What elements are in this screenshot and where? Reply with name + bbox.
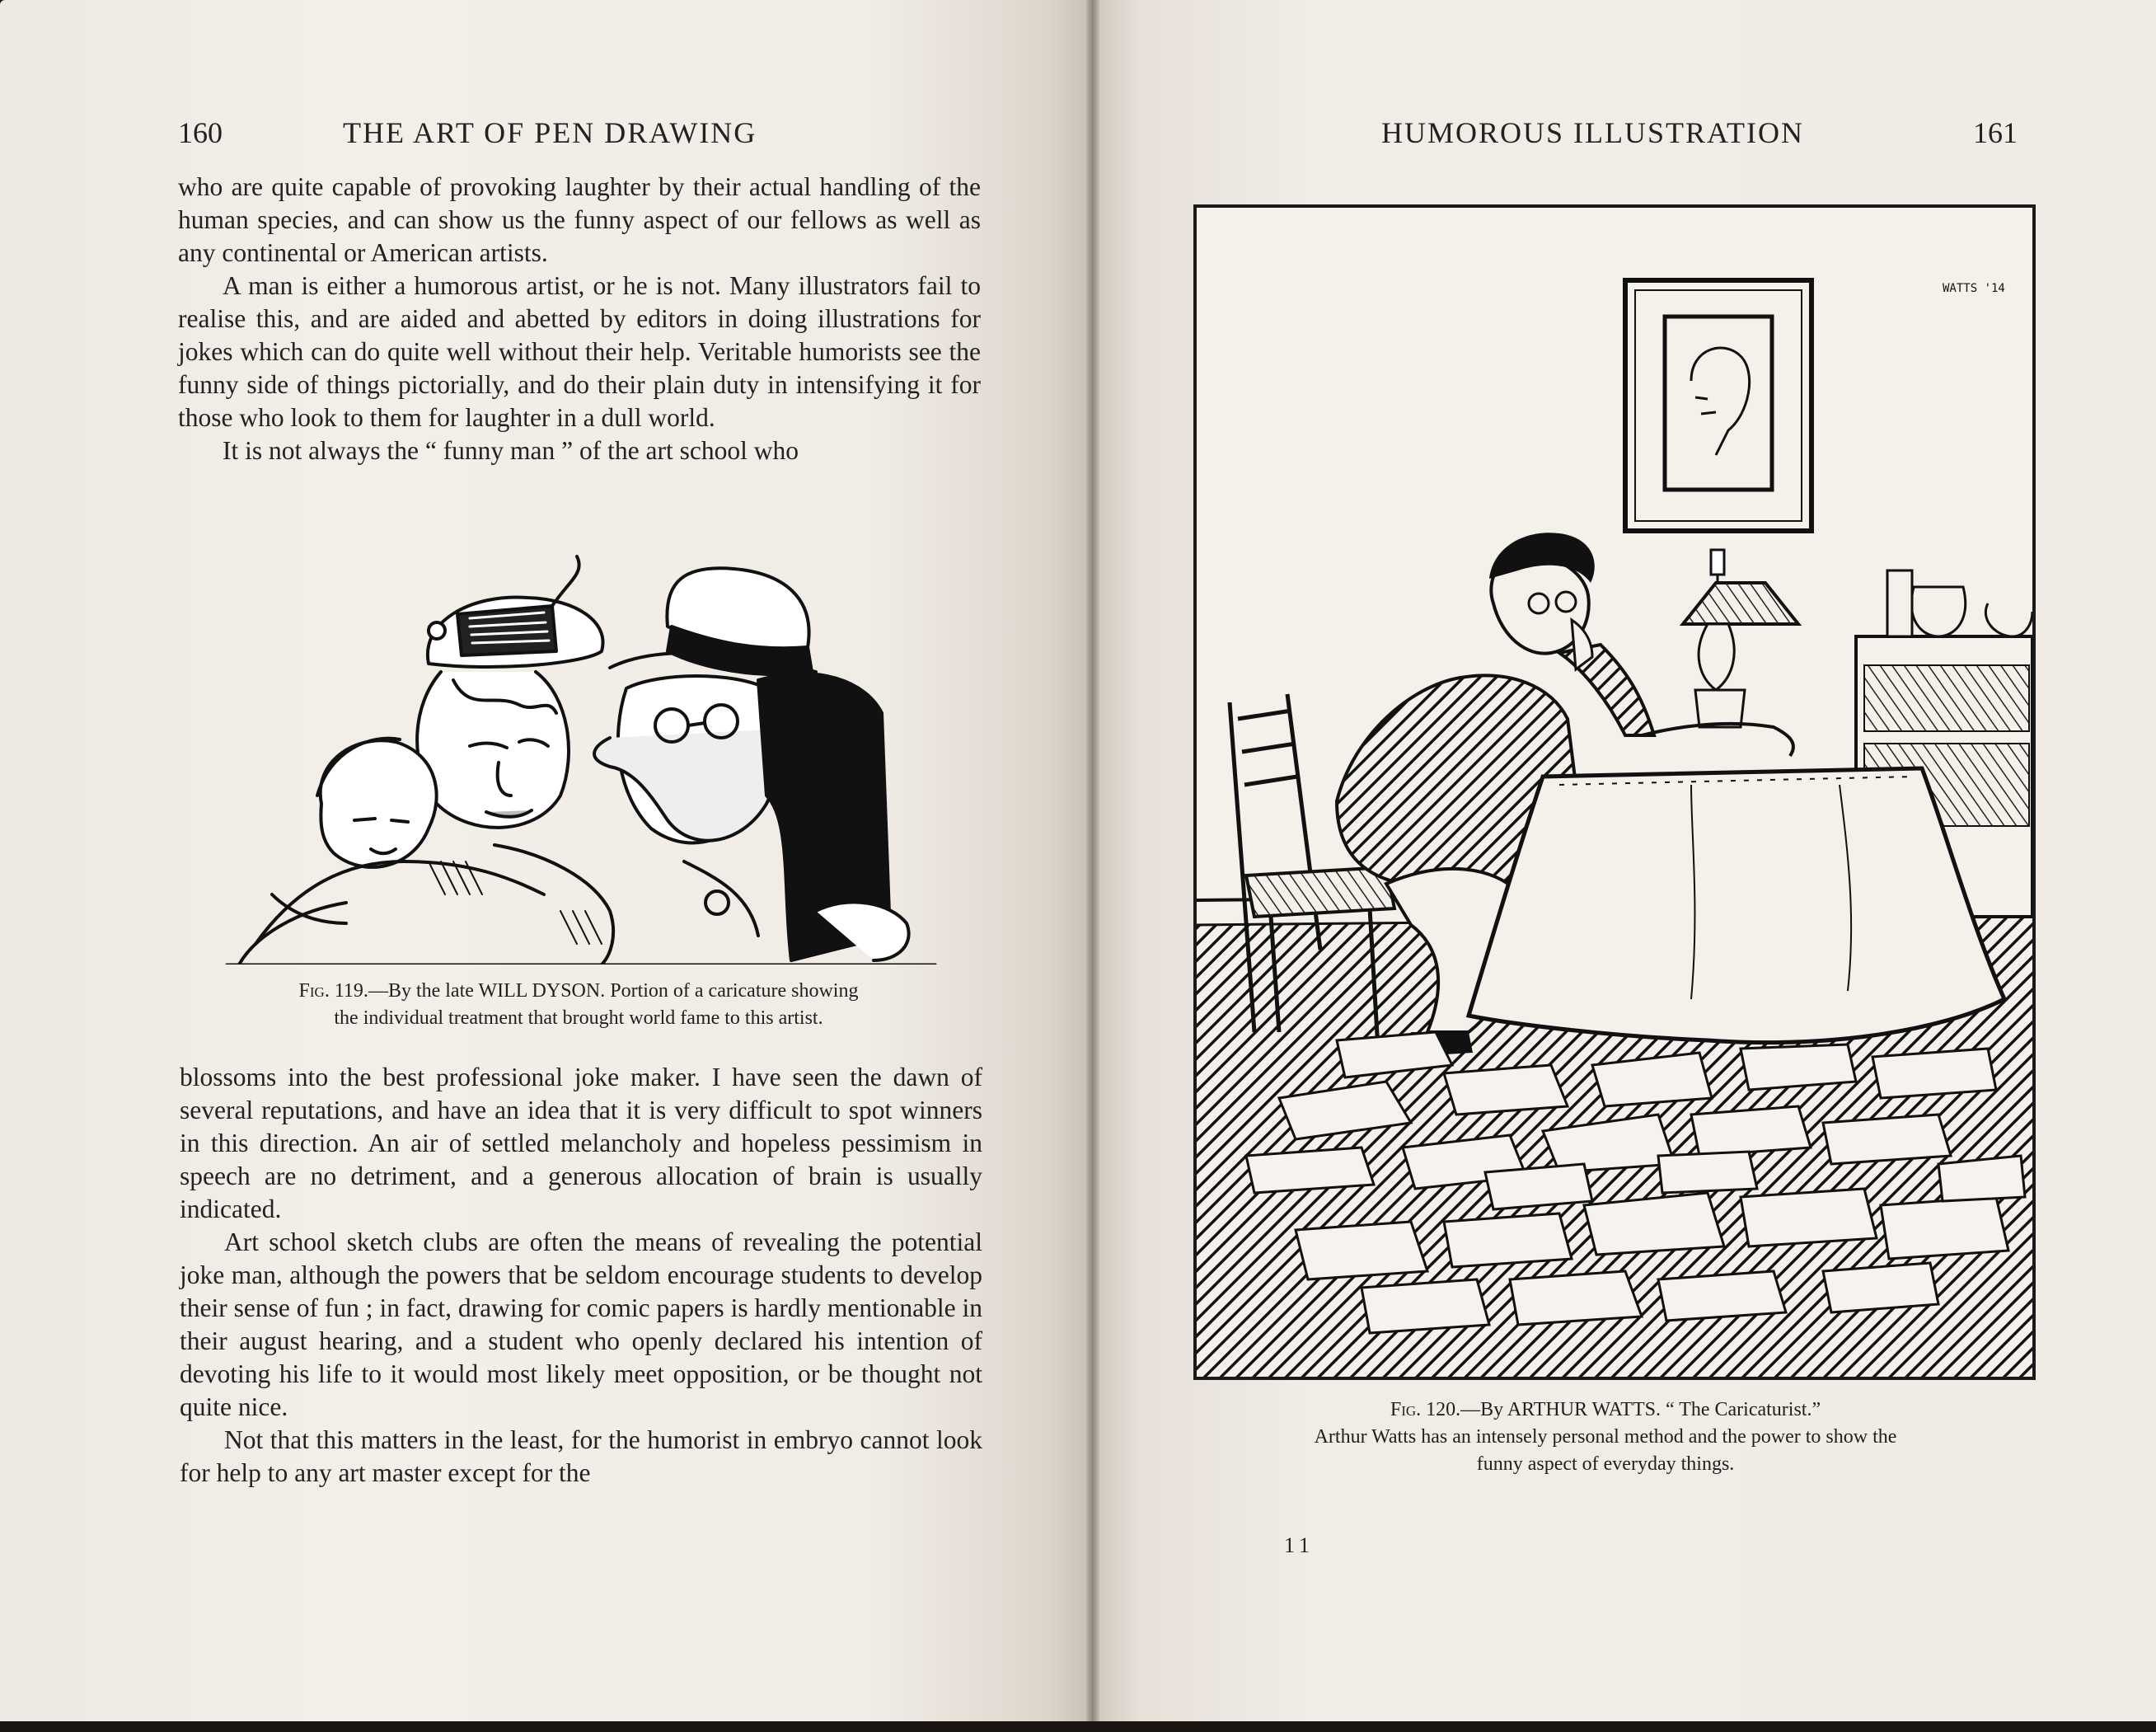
left-text-top	[178, 171, 981, 467]
paragraph: A man is either a humorous artist, or he is not. Many illustrators fail to realise this, and are aided and abetted by editors in doing illustrations for jokes which can do quite well without their help. Veritable humorists see the funny side of things pictorially, and do their plain duty in intensifying it for those who look to them for laughter in a dull world.	[178, 271, 981, 432]
figure-119-caption	[216, 978, 941, 1032]
figure-120-caption	[1226, 1396, 1985, 1478]
caption-text: Arthur Watts has an intensely personal method and the power to show the	[1314, 1426, 1897, 1448]
right-running-head: HUMOROUS ILLUSTRATION	[1381, 116, 1805, 149]
watts-caricaturist-drawing	[1197, 208, 2032, 1377]
left-page-number: 160	[178, 116, 223, 149]
bottom-edge	[0, 1721, 2156, 1732]
dyson-caricature-drawing	[223, 548, 940, 965]
caption-text: —By the late WILL DYSON. Portion of a caricature showing	[368, 980, 859, 1002]
caption-text: the individual treatment that brought world fame to this artist.	[334, 1007, 823, 1029]
figure-119-illustration	[223, 548, 940, 965]
figure-label: Fig. 120.	[1390, 1399, 1461, 1420]
figure-label: Fig. 119.	[298, 980, 368, 1002]
paragraph: Not that this matters in the least, for the humorist in embryo cannot look for help to any art master except for the	[180, 1425, 982, 1487]
figure-120-illustration	[1193, 204, 2036, 1380]
caption-text: —By ARTHUR WATTS. “ The Caricaturist.”	[1460, 1399, 1821, 1420]
paragraph: Art school sketch clubs are often the means of revealing the potential joke man, although the powers that be seldom encourage students to develop their sense of fun ; in fact, drawing for comic papers is hardly mentionable in their august hearing, and a student who openly declared his intention of devoting his life to it would most likely meet opposition, or be thought not quite nice.	[180, 1227, 982, 1421]
paragraph: blossoms into the best professional joke maker. I have seen the dawn of several reputations, and have an idea that it is very difficult to spot winners in this direction. An air of settled melancholy and hopeless pessimism in speech are no detriment, and a generous allocation of brain is usually indicated.	[180, 1063, 982, 1223]
left-running-head: THE ART OF PEN DRAWING	[343, 116, 757, 149]
paragraph: who are quite capable of provoking laughter by their actual handling of the human species, and can show us the funny aspect of our fellows as well as any continental or American artists.	[178, 172, 981, 267]
signature-mark: 11	[1284, 1533, 1315, 1557]
figure-signature: WATTS '14	[1943, 282, 2005, 295]
caption-text: funny aspect of everyday things.	[1476, 1453, 1735, 1475]
right-page-number: 161	[1973, 116, 2018, 149]
book-gutter	[1086, 0, 1099, 1732]
paragraph: It is not always the “ funny man ” of the art school who	[223, 436, 799, 465]
left-text-bottom	[180, 1061, 982, 1490]
